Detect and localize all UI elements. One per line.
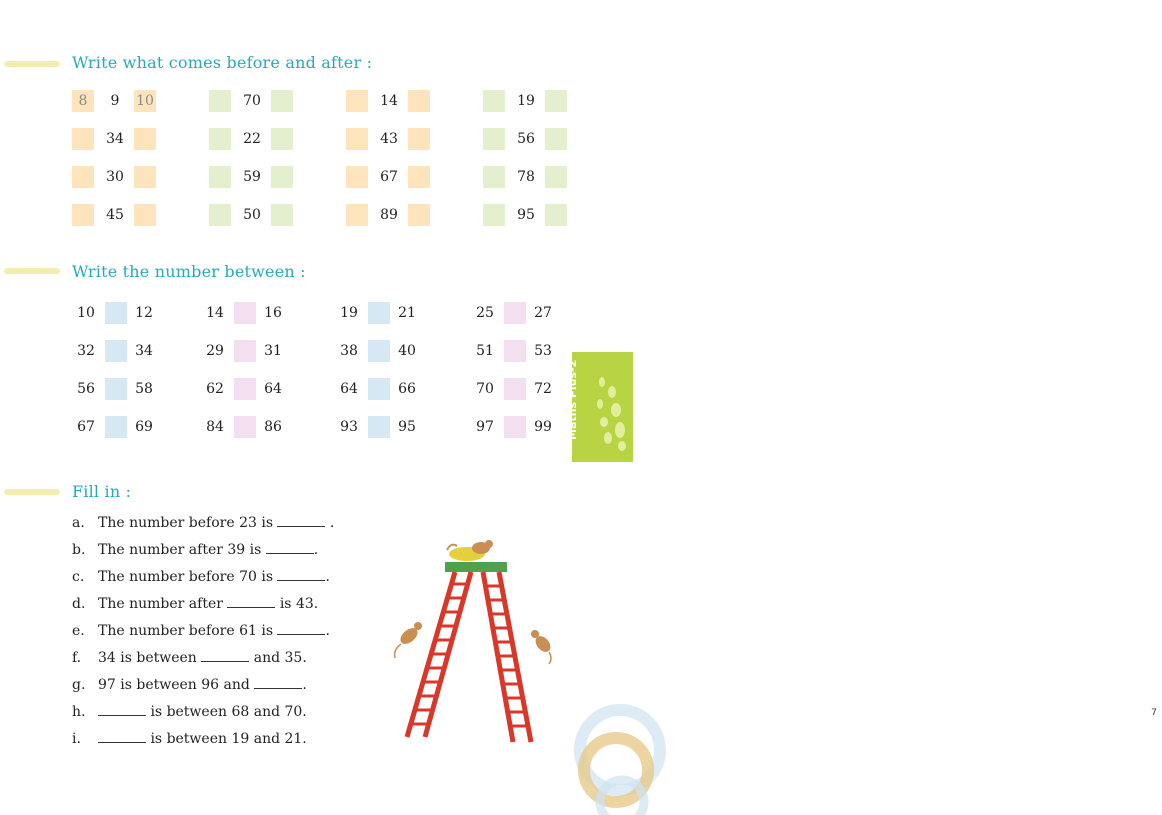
right-number: 95 xyxy=(398,419,416,435)
after-answer-box[interactable] xyxy=(134,204,156,226)
after-answer-box[interactable] xyxy=(134,128,156,150)
given-number: 67 xyxy=(380,169,398,185)
item-text-after: . xyxy=(325,569,330,585)
left-number: 19 xyxy=(340,305,358,321)
item-text-before: The number before 23 is xyxy=(98,515,278,531)
mouse-left-icon xyxy=(395,622,422,658)
before-answer-box[interactable] xyxy=(483,128,505,150)
right-number: 16 xyxy=(264,305,282,321)
right-number: 58 xyxy=(135,381,153,397)
before-answer-box[interactable] xyxy=(346,166,368,188)
after-answer-box[interactable] xyxy=(134,90,156,112)
before-answer-box[interactable] xyxy=(72,166,94,188)
right-number: 64 xyxy=(264,381,282,397)
given-number: 9 xyxy=(110,93,120,109)
left-number: 29 xyxy=(206,343,224,359)
after-answer-box[interactable] xyxy=(408,90,430,112)
left-number: 93 xyxy=(340,419,358,435)
after-answer-box[interactable] xyxy=(134,166,156,188)
given-number: 50 xyxy=(243,207,261,223)
after-answer-box[interactable] xyxy=(545,166,567,188)
answer-blank[interactable] xyxy=(254,676,302,689)
cat-icon xyxy=(447,540,493,561)
before-answer-box[interactable] xyxy=(346,90,368,112)
after-answer-box[interactable] xyxy=(271,166,293,188)
item-label: h. xyxy=(72,704,86,720)
left-number: 64 xyxy=(340,381,358,397)
answer-blank[interactable] xyxy=(266,541,314,554)
page-number: 7 xyxy=(1146,705,1162,721)
decorative-rings xyxy=(560,690,638,815)
fill-in-item xyxy=(72,649,307,667)
right-number: 69 xyxy=(135,419,153,435)
item-text-before: The number before 70 is xyxy=(98,569,278,585)
section-divider-bar xyxy=(4,61,60,67)
before-answer-box[interactable] xyxy=(209,90,231,112)
after-answer-box[interactable] xyxy=(545,128,567,150)
item-text-after: . xyxy=(302,677,307,693)
item-label: i. xyxy=(72,731,81,747)
fill-in-item xyxy=(72,568,330,586)
item-text-before: The number after 39 is xyxy=(98,542,266,558)
item-text-before: The number before 61 is xyxy=(98,623,278,639)
left-number: 10 xyxy=(77,305,95,321)
right-number: 66 xyxy=(398,381,416,397)
after-answer-box[interactable] xyxy=(545,204,567,226)
right-number: 72 xyxy=(534,381,552,397)
left-number: 14 xyxy=(206,305,224,321)
answer-blank[interactable] xyxy=(98,703,146,716)
section-divider-bar xyxy=(4,489,60,495)
after-answer-box[interactable] xyxy=(271,204,293,226)
book-title: Maths Plus-2 xyxy=(566,359,579,440)
answer-blank[interactable] xyxy=(277,622,325,635)
before-answer-box[interactable] xyxy=(209,204,231,226)
item-text-after: is 43. xyxy=(275,596,319,612)
item-label: e. xyxy=(72,623,85,639)
before-answer-box[interactable] xyxy=(72,128,94,150)
after-answer-box[interactable] xyxy=(408,166,430,188)
fill-in-item xyxy=(72,703,307,721)
after-answer-box[interactable] xyxy=(271,128,293,150)
after-answer-value: 10 xyxy=(136,93,154,109)
answer-blank[interactable] xyxy=(98,730,146,743)
left-number: 51 xyxy=(476,343,494,359)
left-number: 25 xyxy=(476,305,494,321)
right-number: 12 xyxy=(135,305,153,321)
given-number: 78 xyxy=(517,169,535,185)
left-number: 32 xyxy=(77,343,95,359)
left-number: 70 xyxy=(476,381,494,397)
right-number: 31 xyxy=(264,343,282,359)
ladder-illustration xyxy=(385,532,560,747)
answer-blank[interactable] xyxy=(227,595,275,608)
given-number: 95 xyxy=(517,207,535,223)
fill-in-item xyxy=(72,730,307,748)
left-number: 62 xyxy=(206,381,224,397)
before-answer-box[interactable] xyxy=(483,204,505,226)
item-text-before: 97 is between 96 and xyxy=(98,677,255,693)
given-number: 30 xyxy=(106,169,124,185)
given-number: 34 xyxy=(106,131,124,147)
answer-blank[interactable] xyxy=(277,568,325,581)
given-number: 56 xyxy=(517,131,535,147)
mouse-right-icon xyxy=(531,630,553,664)
side-tab xyxy=(572,352,1157,718)
section-heading-before-after: Write what comes before and after : xyxy=(72,53,373,72)
left-number: 84 xyxy=(206,419,224,435)
item-label: f. xyxy=(72,650,82,666)
fill-in-item xyxy=(72,595,318,613)
given-number: 89 xyxy=(380,207,398,223)
before-answer-value: 8 xyxy=(78,93,88,109)
after-answer-box[interactable] xyxy=(408,204,430,226)
item-label: b. xyxy=(72,542,86,558)
given-number: 70 xyxy=(243,93,261,109)
section-divider-bar xyxy=(4,268,60,274)
left-number: 97 xyxy=(476,419,494,435)
right-number: 21 xyxy=(398,305,416,321)
before-answer-box[interactable] xyxy=(72,90,94,112)
item-text-after: . xyxy=(325,515,335,531)
right-number: 53 xyxy=(534,343,552,359)
fill-in-item xyxy=(72,541,318,559)
item-label: a. xyxy=(72,515,85,531)
platform xyxy=(445,562,507,572)
fill-in-item xyxy=(72,514,334,532)
item-label: c. xyxy=(72,569,85,585)
item-text-before: The number after xyxy=(98,596,228,612)
given-number: 43 xyxy=(380,131,398,147)
given-number: 59 xyxy=(243,169,261,185)
after-answer-box[interactable] xyxy=(545,90,567,112)
leaf-decoration-icon xyxy=(572,352,633,462)
left-number: 67 xyxy=(77,419,95,435)
answer-blank[interactable] xyxy=(277,514,325,527)
given-number: 45 xyxy=(106,207,124,223)
given-number: 19 xyxy=(517,93,535,109)
left-number: 38 xyxy=(340,343,358,359)
left-number: 56 xyxy=(77,381,95,397)
item-label: g. xyxy=(72,677,86,693)
before-answer-box[interactable] xyxy=(483,166,505,188)
given-number: 14 xyxy=(380,93,398,109)
fill-in-item xyxy=(72,676,307,694)
before-answer-box[interactable] xyxy=(346,204,368,226)
right-number: 86 xyxy=(264,419,282,435)
item-text-after: is between 68 and 70. xyxy=(146,704,307,720)
section-heading-fill-in: Fill in : xyxy=(72,482,132,501)
before-answer-box[interactable] xyxy=(483,90,505,112)
item-text-after: is between 19 and 21. xyxy=(146,731,307,747)
item-label: d. xyxy=(72,596,86,612)
before-answer-box[interactable] xyxy=(209,128,231,150)
right-number: 27 xyxy=(534,305,552,321)
given-number: 22 xyxy=(243,131,261,147)
item-text-after: . xyxy=(313,542,319,558)
after-answer-box[interactable] xyxy=(408,128,430,150)
right-number: 99 xyxy=(534,419,552,435)
before-answer-box[interactable] xyxy=(346,128,368,150)
item-text-before: 34 is between xyxy=(98,650,202,666)
right-number: 34 xyxy=(135,343,153,359)
answer-blank[interactable] xyxy=(201,649,249,662)
item-text-after: . xyxy=(325,623,330,639)
item-text-after: and 35. xyxy=(249,650,307,666)
fill-in-item xyxy=(72,622,330,640)
right-number: 40 xyxy=(398,343,416,359)
after-answer-box[interactable] xyxy=(271,90,293,112)
before-answer-box[interactable] xyxy=(209,166,231,188)
section-heading-between: Write the number between : xyxy=(72,262,306,281)
before-answer-box[interactable] xyxy=(72,204,94,226)
